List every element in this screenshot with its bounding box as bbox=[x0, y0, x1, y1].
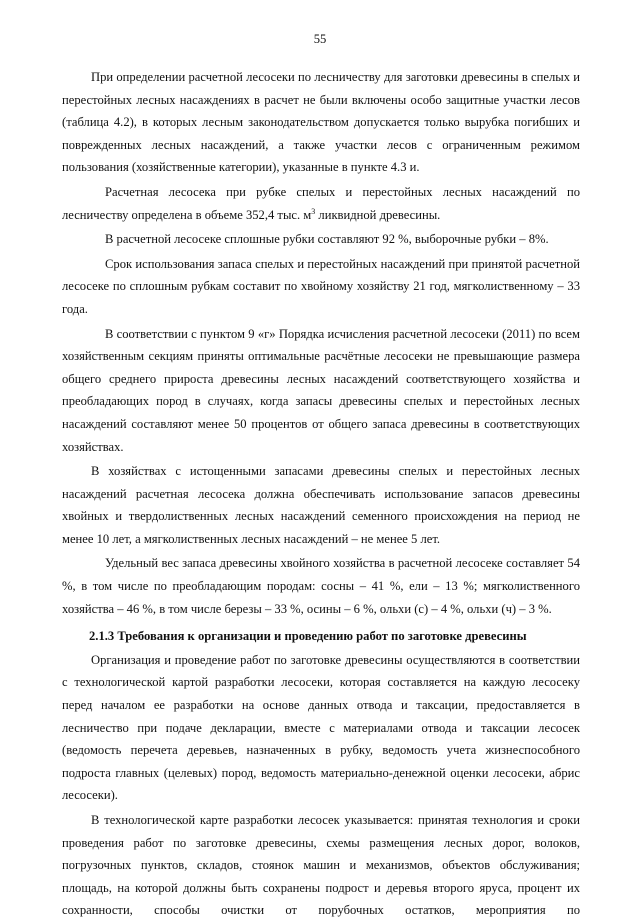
body-text bbox=[62, 66, 580, 924]
paragraph-usage-period: Срок использования запаса спелых и перестойных насаждений при принятой расчетной лесосеке по сплошным рубкам составит по хвойному хозяйству 21 год, мягколиственному – 33 года. bbox=[62, 256, 580, 316]
page-number: 55 bbox=[313, 32, 327, 46]
paragraph-excluded-areas: При определении расчетной лесосеки по лесничеству для заготовки древесины в спелых и перестойных лесных насаждениях в расчет не были включены особо защитные участки лесов (таблица 4.2), в которых лесным законодательством допускается только вырубка погибших и поврежденных лесных насаждений, а также участки лесов с ограниченным режимом пользования (хозяйственные категории), указанные в пункте 4.3 и. bbox=[62, 70, 580, 175]
paragraph-allowable-cut-volume bbox=[62, 181, 580, 226]
allowable-cut-text: Расчетная лесосека при рубке спелых и перестойных лесных насаждений по лесничеству определена в объеме 352,4 тыс. м bbox=[62, 184, 580, 222]
allowable-cut-text-end: ликвидной древесины. bbox=[315, 207, 441, 222]
section-heading: 2.1.3 Требования к организации и проведению работ по заготовке древесины bbox=[89, 629, 527, 644]
paragraph-species-shares: Удельный вес запаса древесины хвойного хозяйства в расчетной лесосеке составляет 54 %, в том числе по преобладающим породам: сосны – 41 %, ели – 13 %; мягколиственного хозяйства – 46 %, в том числе березы – 33 %, осины – 6 %, ольхи (с) – 4 %, ольхи (ч) – 3 %. bbox=[62, 556, 580, 616]
paragraph-organization: Организация и проведение работ по заготовке древесины осуществляются в соответствии с технологической картой разработки лесосеки, которая составляется на каждую лесосеку перед началом ее разработки на основе данных отвода и таксации, предоставляется в лесничество при подаче декларации, вместе с материалами отвода и таксации лесосек (ведомость перечета деревьев, назначенных в рубку, ведомость учета жизнеспособного подроста главных (целевых) пород, ведомость материально-денежной оценки лесосеки, абрис лесосеки). bbox=[62, 652, 580, 803]
cubic-superscript: 3 bbox=[311, 206, 316, 216]
paragraph-optimal-cut: В соответствии с пунктом 9 «г» Порядка исчисления расчетной лесосеки (2011) по всем хозяйственным секциям приняты оптимальные расчётные лесосеки не превышающие размера общего среднего прироста древесины лесных насаждений соответствующего хозяйства и преобладающих пород в случаях, когда запасы древесины спелых и перестойных лесных насаждений составляют менее 50 процентов от общего запаса древесины в соответствующих хозяйствах. bbox=[62, 326, 580, 454]
paragraph-depleted-stock: В хозяйствах с истощенными запасами древесины спелых и перестойных лесных насаждений расчетная лесосека должна обеспечивать использование запасов древесины хвойных и твердолиственных лесных насаждений семенного происхождения на период не менее 10 лет, а мягколиственных лесных насаждений – не менее 5 лет. bbox=[62, 464, 580, 546]
paragraph-cut-shares: В расчетной лесосеке сплошные рубки составляют 92 %, выборочные рубки – 8%. bbox=[105, 232, 549, 247]
paragraph-tech-map: В технологической карте разработки лесосек указывается: принятая технология и сроки проведения работ по заготовке древесины, схемы размещения лесных дорог, волоков, погрузочных пунктов, складов, стоянок машин и механизмов, объектов обслуживания; площадь, на которой должны быть сохранены подрост и деревья второго яруса, процент их сохранности, способы очистки от порубочных остатков, мероприятия по bbox=[62, 813, 580, 918]
